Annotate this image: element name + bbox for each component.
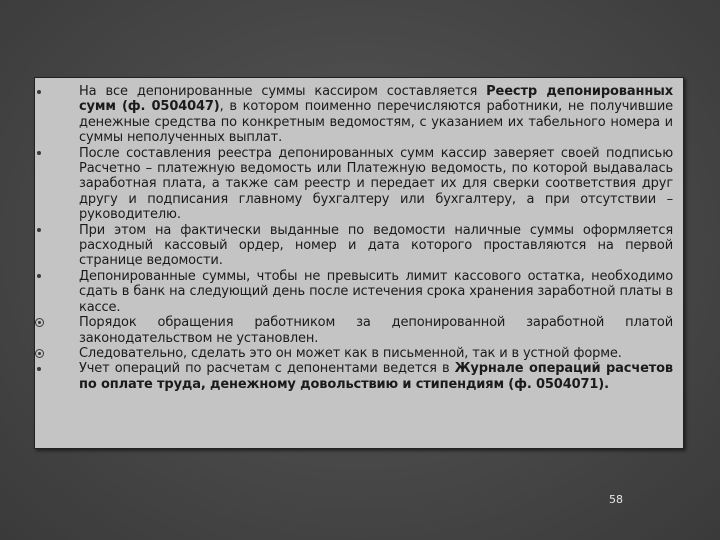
item-text: Порядок обращения работником за депонированной заработной платой законодательством не установлен. xyxy=(79,315,673,346)
bullet-target-icon xyxy=(32,315,46,330)
item-text: На все депонированные суммы кассиром составляется xyxy=(79,84,487,99)
list-item xyxy=(79,346,673,361)
item-text: , в котором поименно перечисляются работники, не получившие денежные средства по конкретным ведомостям, с указанием их табельного номера и суммы неполученных выплат. xyxy=(79,99,673,146)
list-item xyxy=(79,84,673,146)
item-text-bold: Реестр депонированных сумм (ф. 0504047) xyxy=(79,84,673,115)
bullet-dot-icon xyxy=(32,84,46,99)
bullet-dot-icon xyxy=(32,223,46,238)
list-item xyxy=(79,146,673,223)
item-text: Депонированные суммы, чтобы не превысить лимит кассового остатка, необходимо сдать в банк на следующий день после истечения срока хранения заработной платы в кассе. xyxy=(79,268,673,315)
list-item xyxy=(79,223,673,269)
list-item xyxy=(79,269,673,315)
bullet-dot-icon xyxy=(32,361,46,376)
bullet-target-icon xyxy=(32,346,46,361)
bullet-dot-icon xyxy=(32,269,46,284)
item-text-bold: Журнале операций расчетов по оплате труда, денежному довольствию и стипендиям (ф. 0504071). xyxy=(79,361,674,392)
item-text: Учет операций по расчетам с депонентами ведется в xyxy=(79,361,455,377)
page-number: 58 xyxy=(609,493,623,506)
list-item xyxy=(79,361,673,392)
item-text: Следовательно, сделать это он может как в письменной, так и в устной форме. xyxy=(79,345,622,361)
item-text: При этом на фактически выданные по ведомости наличные суммы оформляется расходный кассовый ордер, номер и дата которого проставляются на первой странице ведомости. xyxy=(79,222,673,269)
list-item xyxy=(79,315,673,346)
item-text: После составления реестра депонированных сумм кассир заверяет своей подписью Расчетно – платежную ведомость или Платежную ведомость, по которой выдавалась заработная плата, а также сам реестр и передает их для сверки соответствия друг другу и подписания главному бухгалтеру или бухгалтеру, а при отсутствии – руководителю. xyxy=(79,145,673,223)
bullet-dot-icon xyxy=(32,146,46,161)
bullet-list xyxy=(79,84,673,392)
